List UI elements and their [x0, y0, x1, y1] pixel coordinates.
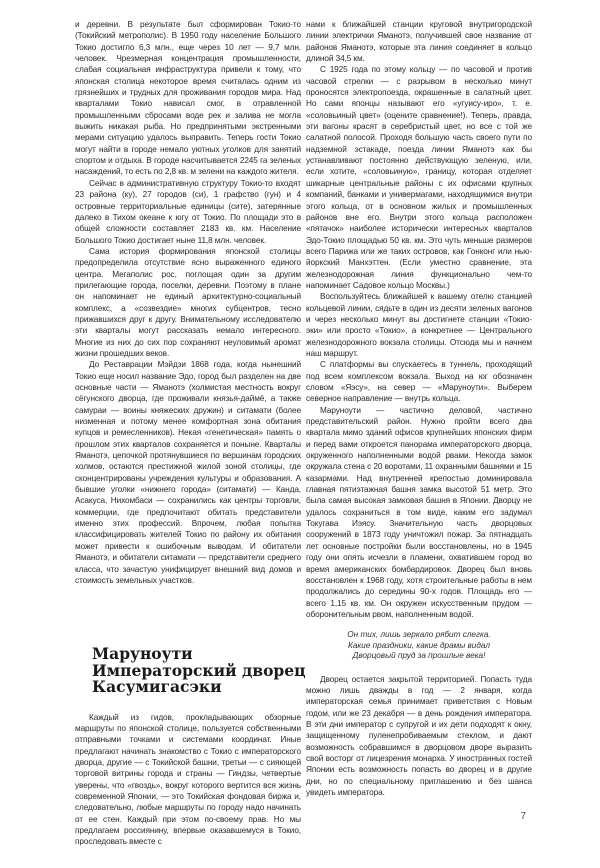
paragraph: Маруноути — частично деловой, частично представительский район. Нужно пройти всего два квартала мимо зданий офисов крупнейших японских фирм и перед вами откроется панорама императорского дворца, окруженного наполненными водой рвами. Некогда замок окружала стена с 20 воротами, 11 охранными башнями и 15 казармами. Над внутренней крепостью доминировала главная пятиэтажная башня замка высотой 51 метр. Это была самая высокая замковая башня в Японии. Дворцу не удалось сохраниться в том виде, каким его задумал Токугава Иэясу. Значительную часть дворцовых сооружений в 1873 году уничтожил пожар. За пятнадцать лет основные постройки были восстановлены, но в 1945 году они опять исчезли в пламени, охватившем город во время американских бомбардировок. Дворец был вновь восстановлен к 1968 году, хотя строительные работы в нем продолжались до середины 90-х годов. Площадь его — всего 1,15 кв. км. Он окружен искусственным прудом — оборонительным рвом, наполненным водой. [306, 405, 532, 619]
poem-line: Какие праздники, какие драмы видал [348, 640, 490, 650]
poem-quote [306, 630, 532, 662]
left-column-bottom-text [75, 712, 301, 848]
paragraph: Сейчас в административную структуру Токио-то входят 23 района (ку), 27 городов (си), 1 графство (гун) и 4 островные территориальные единицы (сите), затерянные далеко в Тихом океане к югу от Токио. По площади это в общей сложности составляет 2183 кв. км. Население Большого Токио достигает ныне 11,8 млн. человек. [75, 178, 301, 245]
poem-line: Он тих, лишь зеркало рябит слегка. [347, 630, 491, 640]
heading-line: Маруноути [92, 644, 193, 664]
paragraph: Воспользуйтесь ближайшей к вашему отелю станцией кольцевой линии, сядьте в один из десяти зеленых вагонов и через несколько минут вы достигнете станции «Токио-эки» или просто «Токио», а конкретнее — Центрального железнодорожного вокзала столицы. Отсюда мы и начнем наш маршрут. [306, 292, 532, 358]
paragraph: Каждый из гидов, прокладывающих обзорные маршруты по японской столице, пользуется собственными отправными точками и системами координат. Иные предлагают начинать знакомство с Токио с императорского дворца, другие — с Токийской башни, третьи — с сияющей торговой витрины города и страны — Гиндзы, четвертые уверены, что «гвоздь», вокруг которого вертится вся жизнь современной Японии, — это Токийская фондовая биржа и, следовательно, любые маршруты по городу надо начинать от ее стен. Каждый при этом по-своему прав. Но мы предлагаем россиянину, впервые оказавшемуся в Токио, проследовать вместе с [75, 712, 301, 847]
paragraph: С платформы вы спускаетесь в туннель, проходящий под всем комплексом вокзала. Выход на юг обозначен словом «Яэсу», на север — «Маруноути». Выберем северное направление — внутрь кольца. [306, 360, 532, 404]
section-heading [92, 644, 306, 697]
paragraph: и деревни. В результате был сформирован Токио-то (Токийский метрополис). В 1950 году население Большого Токио достигло 6,3 млн., еще через 10 лет — 9,7 млн. человек. Чрезмерная концентрация промышленности, слабая социальная инфраструктура привели к тому, что японская столица некоторое время считалась одним из грязнейших и трудных для проживания городов мира. Над кварталами Токио нависал смог, в отравленной промышленными сбросами воде рек и залива не могла выжить никакая рыба. Но предпринятыми экстренными мерами ситуацию удалось выправить. Теперь гости Токио могут найти в городе немало уютных уголков для занятий спортом и отдыха. В городе насчитывается 2245 га зеленых насаждений, то есть по 2,8 кв. м зелени на каждого жителя. [75, 20, 301, 177]
right-column [306, 19, 532, 822]
heading-line: Касумигасэки [92, 677, 222, 697]
poem-line: Дворцовый пруд за прошлые века! [352, 651, 486, 661]
page-number: 7 [520, 810, 526, 822]
right-column-top-text [306, 19, 532, 620]
paragraph: Сама история формирования японской столицы предопределила отсутствие ясно выраженного единого центра. Мегаполис рос, поглощая один за другим прилегающие города, поселки, деревни. Поэтому в плане он напоминает не единый архитектурно-социальный комплекс, а «созвездие» многих субцентров, тесно прижавшихся друг к другу. Внимательному исследователю эти кварталы могут рассказать немало интересного. Многие из них до сих пор сохраняют неуловимый аромат жизни прошедших веков. [75, 246, 301, 358]
paragraph: Дворец остается закрытой территорией. Попасть туда можно лишь дважды в год — 2 января, когда императорская семья принимает приветствия с Новым годом, или же 23 декабря — в день рождения императора. В эти дни император с супругой и их дети подходят к окну, защищенному пуленепробиваемым стеклом, и дают возможность собравшимся в дворцовом дворе выразить свой восторг от лицезрения монарха. У иностранных гостей Японии есть возможность попасть во дворец и в другие дни, но по специальному приглашению и без шанса увидеть императора. [306, 674, 532, 798]
left-column [75, 19, 306, 848]
paragraph: нами к ближайшей станции круговой внутригородской линии электрички Яманотэ, получившей свое название от районов Яманотэ, которые эта линия соединяет в кольцо длиной 34,5 км. [306, 20, 532, 64]
heading-line: Императорский дворец [92, 660, 306, 680]
paragraph: С 1925 года по этому кольцу — по часовой и против часовой стрелки — с разрывом в несколько минут проносятся электропоезда, окрашенные в салатный цвет. Но сами японцы называют его «угуису-иро», т. е. «соловьиный цвет» (оцените сравнение!). Теперь, правда, эти вагоны красят в серебристый цвет, но все с той же салатной полосой. Проходя большую часть своего пути по надземной эстакаде, поезда линии Яманотэ как бы устанавливают постоянно действующую зеленую, или, если хотите, «соловьиную», границу, которая отделяет шикарные центральные районы с их офисами крупных компаний, банками и универмагами, находящимися внутри этого кольца, от в основном жилых и промышленных районов вне его. Внутри этого кольца расположен «пятачок» наиболее исторически интересных кварталов Эдо-Токио площадью 50 кв. км. Это чуть меньше размеров всего Парижа или же таких островов, как Гонконг или нью-йоркский Манхэттен. (Если уместно сравнение, эта железнодорожная линия функционально чем-то напоминает Садовое кольцо Москвы.) [306, 65, 532, 290]
right-column-bottom-text [306, 674, 532, 799]
paragraph: До Реставрации Мэйдзи 1868 года, когда нынешний Токио еще носил название Эдо, город был разделен на две основные части — Яманотэ (холмистая местность вокруг сёгунского дворца, где проживали князья-даймё, а также самураи — воины княжеских дружин) и ситамати (более низменная и потому менее комфортная зона обитания купцов и ремесленников). Некая «генетическая» память о прошлом этих кварталов сохраняется и поныне. Кварталы Яманотэ, цепочкой протянувшиеся по вершинам городских холмов, остаются престижной жилой зоной столицы, где сконцентрированы учреждения культуры и образования. А бывшие уголки «нижнего города» (ситамати) — Канда, Асакуса, Нихомбаси — сохранились как центры торговли, коммерции, где предпочитают обитать представители именно этих профессий. Впрочем, любая попытка классифицировать жителей Токио по району их обитания может привести к ошибочным выводам. И обитатели Яманотэ, и обитатели ситамати — представители среднего класса, что зачастую унифицирует внешний вид домов и стоимость земельных участков. [75, 360, 301, 585]
left-column-top-text [75, 19, 301, 586]
